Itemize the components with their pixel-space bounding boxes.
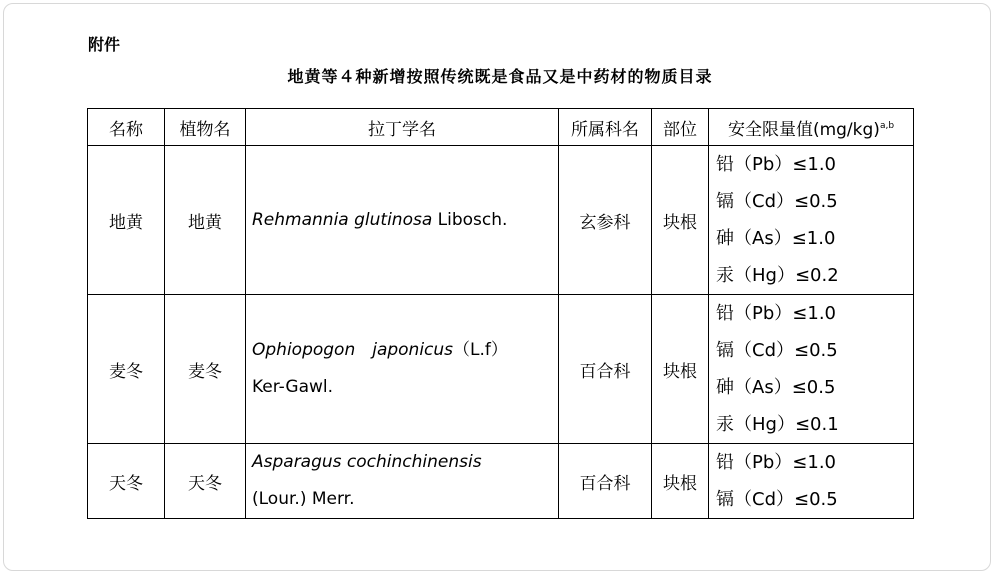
header-plant-name: 植物名 bbox=[165, 109, 246, 146]
cell-part: 块根 bbox=[652, 444, 709, 519]
limit-lead: 铅（Pb）≤1.0 bbox=[716, 452, 836, 473]
latin-binomial: Asparagus cochinchinensis bbox=[252, 452, 482, 472]
cell-latin-name bbox=[246, 146, 559, 295]
cell-limits bbox=[709, 295, 914, 444]
cell-plant-name: 麦冬 bbox=[165, 295, 246, 444]
limit-arsenic: 砷（As）≤0.5 bbox=[716, 377, 836, 398]
table-header-row bbox=[88, 109, 914, 146]
document-title: 地黄等４种新增按照传统既是食品又是中药材的物质目录 bbox=[287, 67, 713, 86]
cell-part: 块根 bbox=[652, 146, 709, 295]
substance-catalog-table bbox=[87, 108, 914, 519]
latin-author: （L.f） bbox=[453, 340, 508, 360]
table-row bbox=[88, 295, 914, 444]
header-limit bbox=[709, 109, 914, 146]
cell-name: 地黄 bbox=[88, 146, 165, 295]
header-latin-name: 拉丁学名 bbox=[246, 109, 559, 146]
limit-cadmium: 镉（Cd）≤0.5 bbox=[716, 340, 838, 361]
header-part: 部位 bbox=[652, 109, 709, 146]
header-limit-label: 安全限量值(mg/kg) bbox=[727, 119, 880, 140]
cell-plant-name: 地黄 bbox=[165, 146, 246, 295]
table-row bbox=[88, 444, 914, 519]
cell-family: 百合科 bbox=[559, 444, 652, 519]
latin-author: Libosch. bbox=[432, 209, 508, 230]
table-row bbox=[88, 146, 914, 295]
cell-plant-name: 天冬 bbox=[165, 444, 246, 519]
limit-cadmium: 镉（Cd）≤0.5 bbox=[716, 489, 838, 510]
cell-family: 百合科 bbox=[559, 295, 652, 444]
limit-mercury: 汞（Hg）≤0.1 bbox=[716, 414, 839, 435]
header-family: 所属科名 bbox=[559, 109, 652, 146]
limit-lead: 铅（Pb）≤1.0 bbox=[716, 154, 836, 175]
cell-part: 块根 bbox=[652, 295, 709, 444]
header-name: 名称 bbox=[88, 109, 165, 146]
header-limit-footnote: a,b bbox=[879, 120, 895, 131]
cell-name: 天冬 bbox=[88, 444, 165, 519]
cell-latin-name bbox=[246, 444, 559, 519]
cell-latin-name bbox=[246, 295, 559, 444]
limit-arsenic: 砷（As）≤1.0 bbox=[716, 228, 836, 249]
latin-binomial: Rehmannia glutinosa bbox=[252, 209, 433, 230]
limit-mercury: 汞（Hg）≤0.2 bbox=[716, 265, 839, 286]
annex-label: 附件 bbox=[88, 35, 121, 54]
cell-limits bbox=[709, 146, 914, 295]
cell-family: 玄参科 bbox=[559, 146, 652, 295]
cell-name: 麦冬 bbox=[88, 295, 165, 444]
latin-author-line2: Ker-Gawl. bbox=[252, 377, 334, 397]
latin-binomial: Ophiopogon japonicus bbox=[252, 340, 454, 360]
latin-author-line2: (Lour.) Merr. bbox=[252, 489, 355, 509]
cell-limits bbox=[709, 444, 914, 519]
limit-cadmium: 镉（Cd）≤0.5 bbox=[716, 191, 838, 212]
limit-lead: 铅（Pb）≤1.0 bbox=[716, 303, 836, 324]
